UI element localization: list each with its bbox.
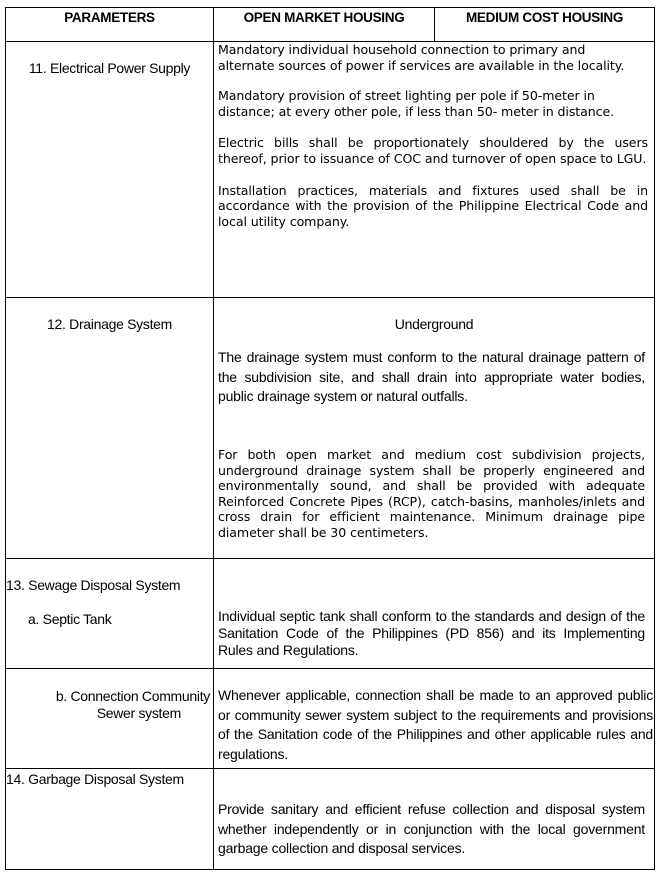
paragraph: For both open market and medium cost subdivision projects, underground drainage system shall be properly engineered and environmentally sound, and shall be provided with adequate Reinforced Concrete Pipes (RCP), catch-basins, manholes/inlets and cross drain for efficient maintenance. Minimum drainage pipe diameter shall be 30 centimeters. xyxy=(218,447,645,540)
paragraph: Provide sanitary and efficient refuse collection and disposal system whether independently or in conjunction with the local government garbage collection and disposal services. xyxy=(218,801,645,856)
septic-tank-requirements xyxy=(218,608,645,659)
drainage-type-heading: Underground xyxy=(394,316,474,332)
paragraph: Mandatory individual household connection to primary and alternate sources of power if services are available in the locality. xyxy=(218,42,625,73)
paragraph: The drainage system must conform to the natural drainage pattern of the subdivision site, and shall drain into appropriate water bodies, public drainage system or natural outfalls. xyxy=(218,349,645,404)
header-open-market-housing: OPEN MARKET HOUSING xyxy=(243,10,405,25)
table-border-top xyxy=(5,7,655,8)
drainage-project-requirements xyxy=(218,447,645,541)
parameter-garbage-disposal-system: 14. Garbage Disposal System xyxy=(6,771,184,787)
table-border-bottom xyxy=(5,869,655,870)
parameter-line: Sewer system xyxy=(96,705,181,721)
row-divider xyxy=(5,768,655,769)
paragraph: Installation practices, materials and fixtures used shall be in accordance with the provision of the Philippine Electrical Code and local utility company. xyxy=(218,182,648,229)
electrical-requirements xyxy=(218,42,648,229)
parameter-sewage-disposal-system: 13. Sewage Disposal System xyxy=(6,577,181,593)
header-parameters: PARAMETERS xyxy=(64,10,155,25)
table-border-right xyxy=(654,7,655,870)
paragraph: Mandatory provision of street lighting per pole if 50-meter in distance; at every other pole, if less than 50- meter in distance. xyxy=(218,88,614,119)
paragraph: Whenever applicable, connection shall be made to an approved public or community sewer system subject to the requirements and provisions of the Sanitation code of the Philippines and other applicable rules and regulations. xyxy=(218,687,653,762)
drainage-requirements xyxy=(218,348,645,407)
paragraph: Individual septic tank shall conform to the standards and design of the Sanitation Code of the Philippines (PD 856) and its Implementing Rules and Regulations. xyxy=(218,608,645,658)
sub-parameter-septic-tank: a. Septic Tank xyxy=(28,611,112,627)
sub-parameter-connection-community-sewer xyxy=(6,688,210,722)
header-medium-cost-housing: MEDIUM COST HOUSING xyxy=(465,10,624,25)
column-divider xyxy=(213,7,214,870)
table-border-left xyxy=(5,7,6,870)
garbage-disposal-requirements xyxy=(218,800,645,859)
paragraph: Electric bills shall be proportionately shouldered by the users thereof, prior to issuance of COC and turnover of open space to LGU. xyxy=(218,135,648,166)
row-divider xyxy=(5,297,655,298)
parameter-drainage-system: 12. Drainage System xyxy=(46,316,173,332)
parameter-electrical-power-supply: 11. Electrical Power Supply xyxy=(28,60,191,76)
parameter-line: b. Connection Community xyxy=(55,688,210,704)
row-divider xyxy=(5,558,655,559)
row-divider xyxy=(5,668,655,669)
sewer-connection-requirements xyxy=(218,686,653,764)
